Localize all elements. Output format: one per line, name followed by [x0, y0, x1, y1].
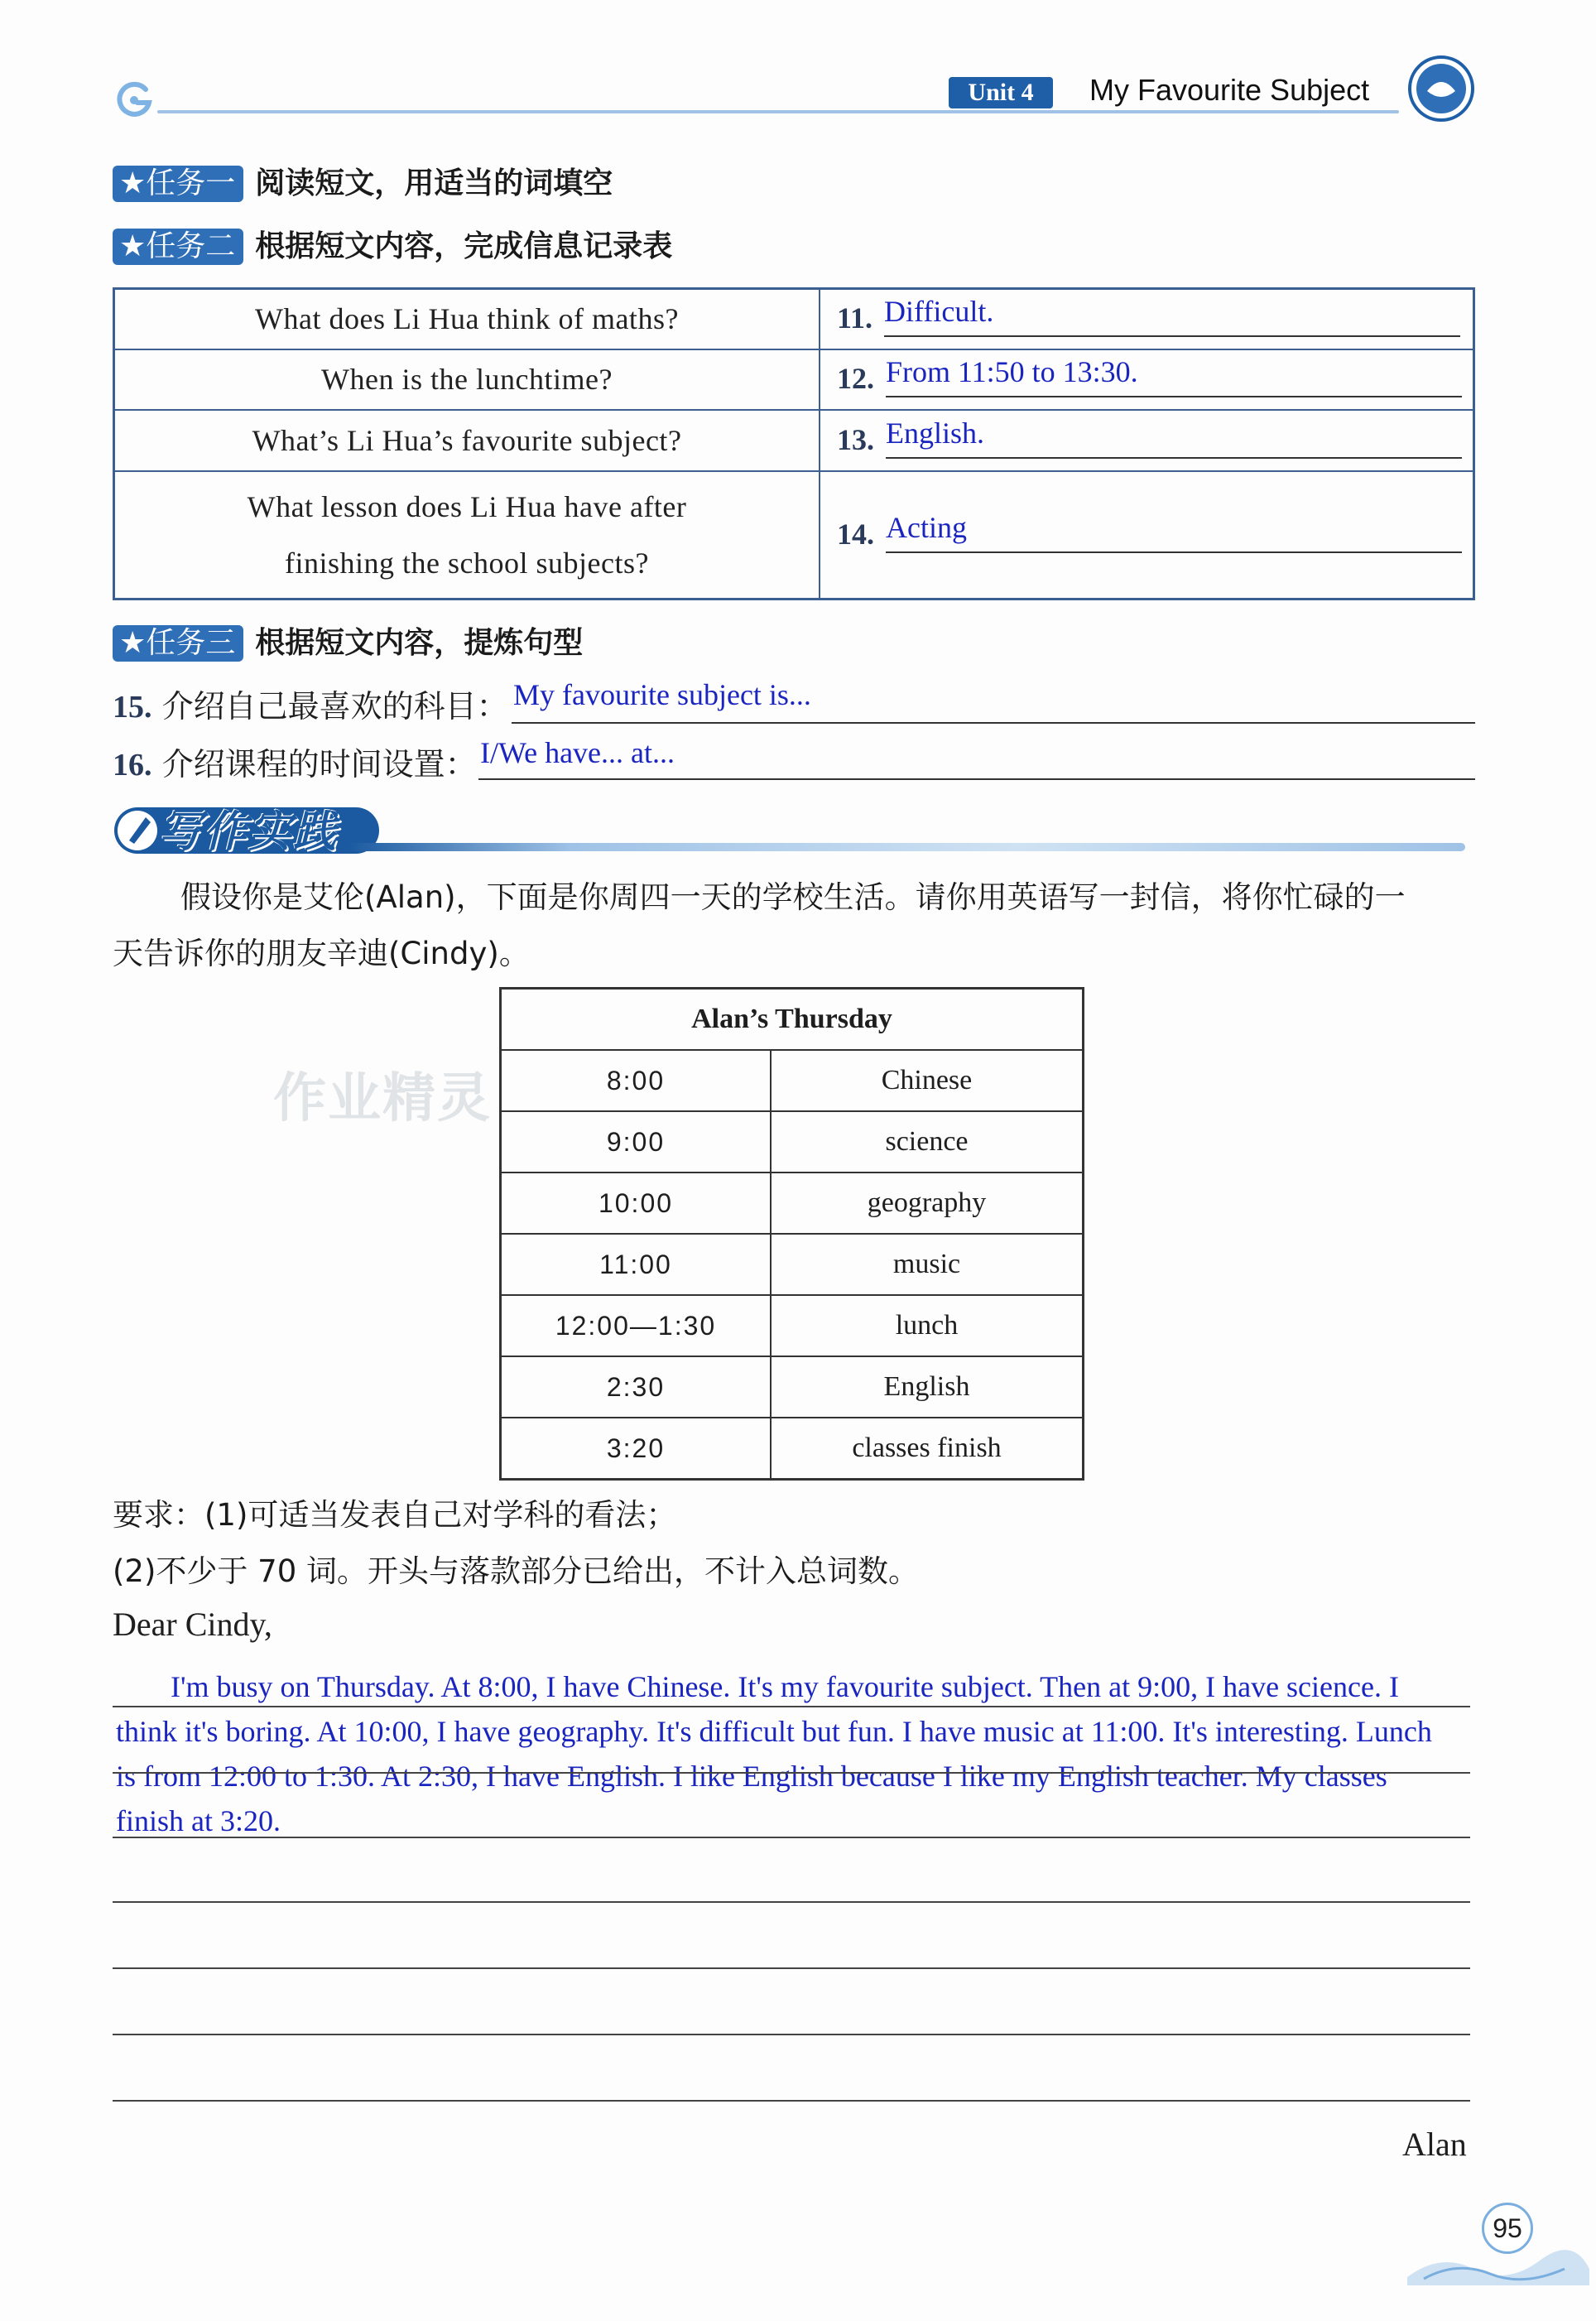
task-2-text: 根据短文内容，完成信息记录表 — [255, 229, 673, 263]
task-3 — [113, 625, 583, 662]
answer-text: From 11:50 to 13:30. — [886, 355, 1138, 388]
question-cell: What’s Li Hua’s favourite subject? — [114, 410, 820, 471]
answer-line[interactable] — [886, 510, 1462, 553]
time-cell: 11:00 — [501, 1234, 772, 1295]
item-number: 12. — [837, 362, 874, 395]
unit-badge: Unit 4 — [949, 77, 1053, 108]
question-line: finishing the school subjects? — [285, 546, 649, 580]
writing-line — [113, 1772, 1470, 1774]
letter-body[interactable] — [116, 1664, 1507, 1843]
answer-line[interactable] — [884, 295, 1460, 337]
requirement-line: (2)不少于 70 词。开头与落款部分已给出，不计入总词数。 — [113, 1553, 920, 1589]
answer-line — [478, 778, 1475, 780]
header-title: My Favourite Subject — [1089, 73, 1370, 107]
info-record-table — [113, 287, 1475, 600]
schedule-table — [499, 987, 1084, 1481]
sentence-15 — [113, 681, 508, 726]
answer-line[interactable] — [886, 355, 1462, 397]
letter-greeting: Dear Cindy, — [113, 1606, 272, 1643]
time-cell: 10:00 — [501, 1173, 772, 1234]
question-cell — [114, 471, 820, 600]
watermark: 作业精灵 — [273, 1068, 492, 1129]
subject-cell: music — [771, 1234, 1084, 1295]
table-row — [501, 1173, 1084, 1234]
writing-title: 写作实践 — [159, 807, 339, 857]
table-row — [501, 1295, 1084, 1356]
sentence-prompt: 介绍自己最喜欢的科目： — [161, 688, 508, 725]
task-3-text: 根据短文内容，提炼句型 — [255, 626, 584, 660]
header-rule — [157, 110, 1399, 113]
table-row — [501, 1234, 1084, 1295]
writing-line — [113, 1901, 1470, 1903]
task-1-badge: ★任务一 — [113, 166, 243, 202]
writing-line — [113, 2100, 1470, 2102]
table-row — [114, 349, 1474, 410]
answer-text: Acting — [886, 510, 967, 544]
task-1 — [113, 166, 613, 202]
table-header-row — [501, 989, 1084, 1051]
letter-line: is from 12:00 to 1:30. At 2:30, I have English. I like English because I like my English teacher. My classes — [116, 1760, 1387, 1793]
writing-line — [113, 1837, 1470, 1838]
answer-cell — [820, 289, 1474, 349]
letter-line: think it's boring. At 10:00, I have geography. It's difficult but fun. I have music at 11:00. It's interesting. Lunch — [116, 1715, 1432, 1748]
item-number: 16. — [113, 748, 152, 782]
subject-cell: classes finish — [771, 1418, 1084, 1480]
table-row — [501, 1356, 1084, 1418]
table-row — [501, 1111, 1084, 1173]
answer-line — [512, 722, 1475, 724]
writing-line — [113, 2034, 1470, 2035]
schedule-title: Alan’s Thursday — [501, 989, 1084, 1051]
sentence-16-answer[interactable]: I/We have... at... — [480, 736, 675, 769]
task-1-text: 阅读短文，用适当的词填空 — [255, 166, 613, 200]
answer-cell — [820, 410, 1474, 471]
subject-cell: Chinese — [771, 1050, 1084, 1111]
prompt-line: 天告诉你的朋友辛迪(Cindy)。 — [113, 936, 530, 971]
time-cell: 2:30 — [501, 1356, 772, 1418]
requirement-line: 要求：(1)可适当发表自己对学科的看法； — [113, 1497, 677, 1533]
time-cell: 8:00 — [501, 1050, 772, 1111]
task-2 — [113, 229, 672, 265]
time-cell: 12:00—1:30 — [501, 1295, 772, 1356]
letter-line: finish at 3:20. — [116, 1804, 281, 1837]
answer-text: English. — [886, 416, 985, 450]
time-cell: 9:00 — [501, 1111, 772, 1173]
sentence-prompt: 介绍课程的时间设置： — [161, 746, 477, 782]
seal-logo-icon — [1407, 55, 1475, 123]
item-number: 15. — [113, 690, 152, 725]
answer-line[interactable] — [886, 416, 1462, 459]
answer-cell — [820, 471, 1474, 600]
item-number: 13. — [837, 422, 874, 456]
task-2-badge: ★任务二 — [113, 229, 243, 265]
time-cell: 3:20 — [501, 1418, 772, 1480]
question-line: What lesson does Li Hua have after — [247, 489, 687, 523]
question-cell: When is the lunchtime? — [114, 349, 820, 410]
subject-cell: English — [771, 1356, 1084, 1418]
table-row — [114, 410, 1474, 471]
answer-cell — [820, 349, 1474, 410]
sentence-15-answer[interactable]: My favourite subject is... — [513, 678, 811, 711]
question-cell: What does Li Hua think of maths? — [114, 289, 820, 349]
table-row — [114, 471, 1474, 600]
table-row — [501, 1418, 1084, 1480]
writing-line — [113, 1967, 1470, 1969]
letter-line: I'm busy on Thursday. At 8:00, I have Chinese. It's my favourite subject. Then at 9:00, I have science. I — [171, 1670, 1399, 1703]
prompt-line: 假设你是艾伦(Alan)，下面是你周四一天的学校生活。请你用英语写一封信，将你忙碌的一 — [180, 879, 1406, 915]
answer-text: Difficult. — [884, 295, 994, 329]
subject-cell: science — [771, 1111, 1084, 1173]
subject-cell: lunch — [771, 1295, 1084, 1356]
swirl-logo-icon — [113, 78, 156, 121]
task-3-badge: ★任务三 — [113, 625, 243, 662]
writing-prompt — [113, 869, 1487, 982]
sentence-16 — [113, 739, 477, 784]
table-row — [501, 1050, 1084, 1111]
requirements — [113, 1487, 919, 1600]
page-number: 95 — [1482, 2203, 1533, 2254]
item-number: 14. — [837, 517, 874, 551]
letter-signature: Alan — [1402, 2126, 1467, 2163]
table-row — [114, 289, 1474, 349]
writing-line — [113, 1706, 1470, 1707]
subject-cell: geography — [771, 1173, 1084, 1234]
section-rule — [348, 843, 1465, 851]
item-number: 11. — [837, 301, 873, 335]
